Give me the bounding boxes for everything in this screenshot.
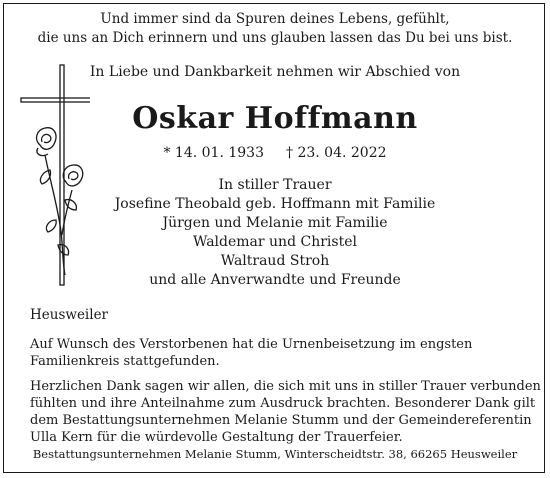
mourners-line: und alle Anverwandte und Freunde [149, 272, 401, 288]
motto-line: Und immer sind da Spuren deines Lebens, gefühlt, [100, 11, 450, 27]
deceased-name: Oskar Hoffmann [132, 101, 418, 136]
paragraph-line: dem Bestattungsunternehmen Melanie Stumm und der Gemeindereferentin [30, 413, 532, 428]
mourners-line: In stiller Trauer [218, 177, 332, 193]
place-name: Heusweiler [30, 307, 109, 323]
paragraph-line: Ulla Kern für die würdevolle Gestaltung der Trauerfeier. [30, 430, 403, 445]
intro-line: In Liebe und Dankbarkeit nehmen wir Abschied von [89, 64, 461, 80]
mourners-line: Waldemar und Christel [193, 234, 357, 250]
mourners-line: Waltraud Stroh [220, 253, 330, 269]
motto-line: die uns an Dich erinnern und uns glauben lassen das Du bei uns bist. [37, 30, 513, 46]
paragraph-line: Herzlichen Dank sagen wir allen, die sich mit uns in stiller Trauer verbunden [30, 379, 541, 394]
burial-paragraph [30, 336, 472, 370]
motto [0, 10, 550, 48]
mourners-list [0, 176, 550, 290]
funeral-home-footer: Bestattungsunternehmen Melanie Stumm, Winterscheidtstr. 38, 66265 Heusweiler [32, 447, 518, 461]
paragraph-line: Familienkreis stattgefunden. [30, 354, 220, 369]
thanks-paragraph [30, 378, 541, 446]
mourners-line: Jürgen und Melanie mit Familie [162, 215, 388, 231]
life-dates [0, 144, 550, 163]
mourners-line: Josefine Theobald geb. Hoffmann mit Familie [114, 196, 436, 212]
paragraph-line: Auf Wunsch des Verstorbenen hat die Urnenbeisetzung im engsten [30, 337, 473, 352]
death-date: † 23. 04. 2022 [286, 145, 387, 161]
paragraph-line: fühlten und ihre Anteilnahme zum Ausdruck brachten. Besonderer Dank gilt [30, 396, 536, 411]
birth-date: * 14. 01. 1933 [163, 145, 264, 161]
